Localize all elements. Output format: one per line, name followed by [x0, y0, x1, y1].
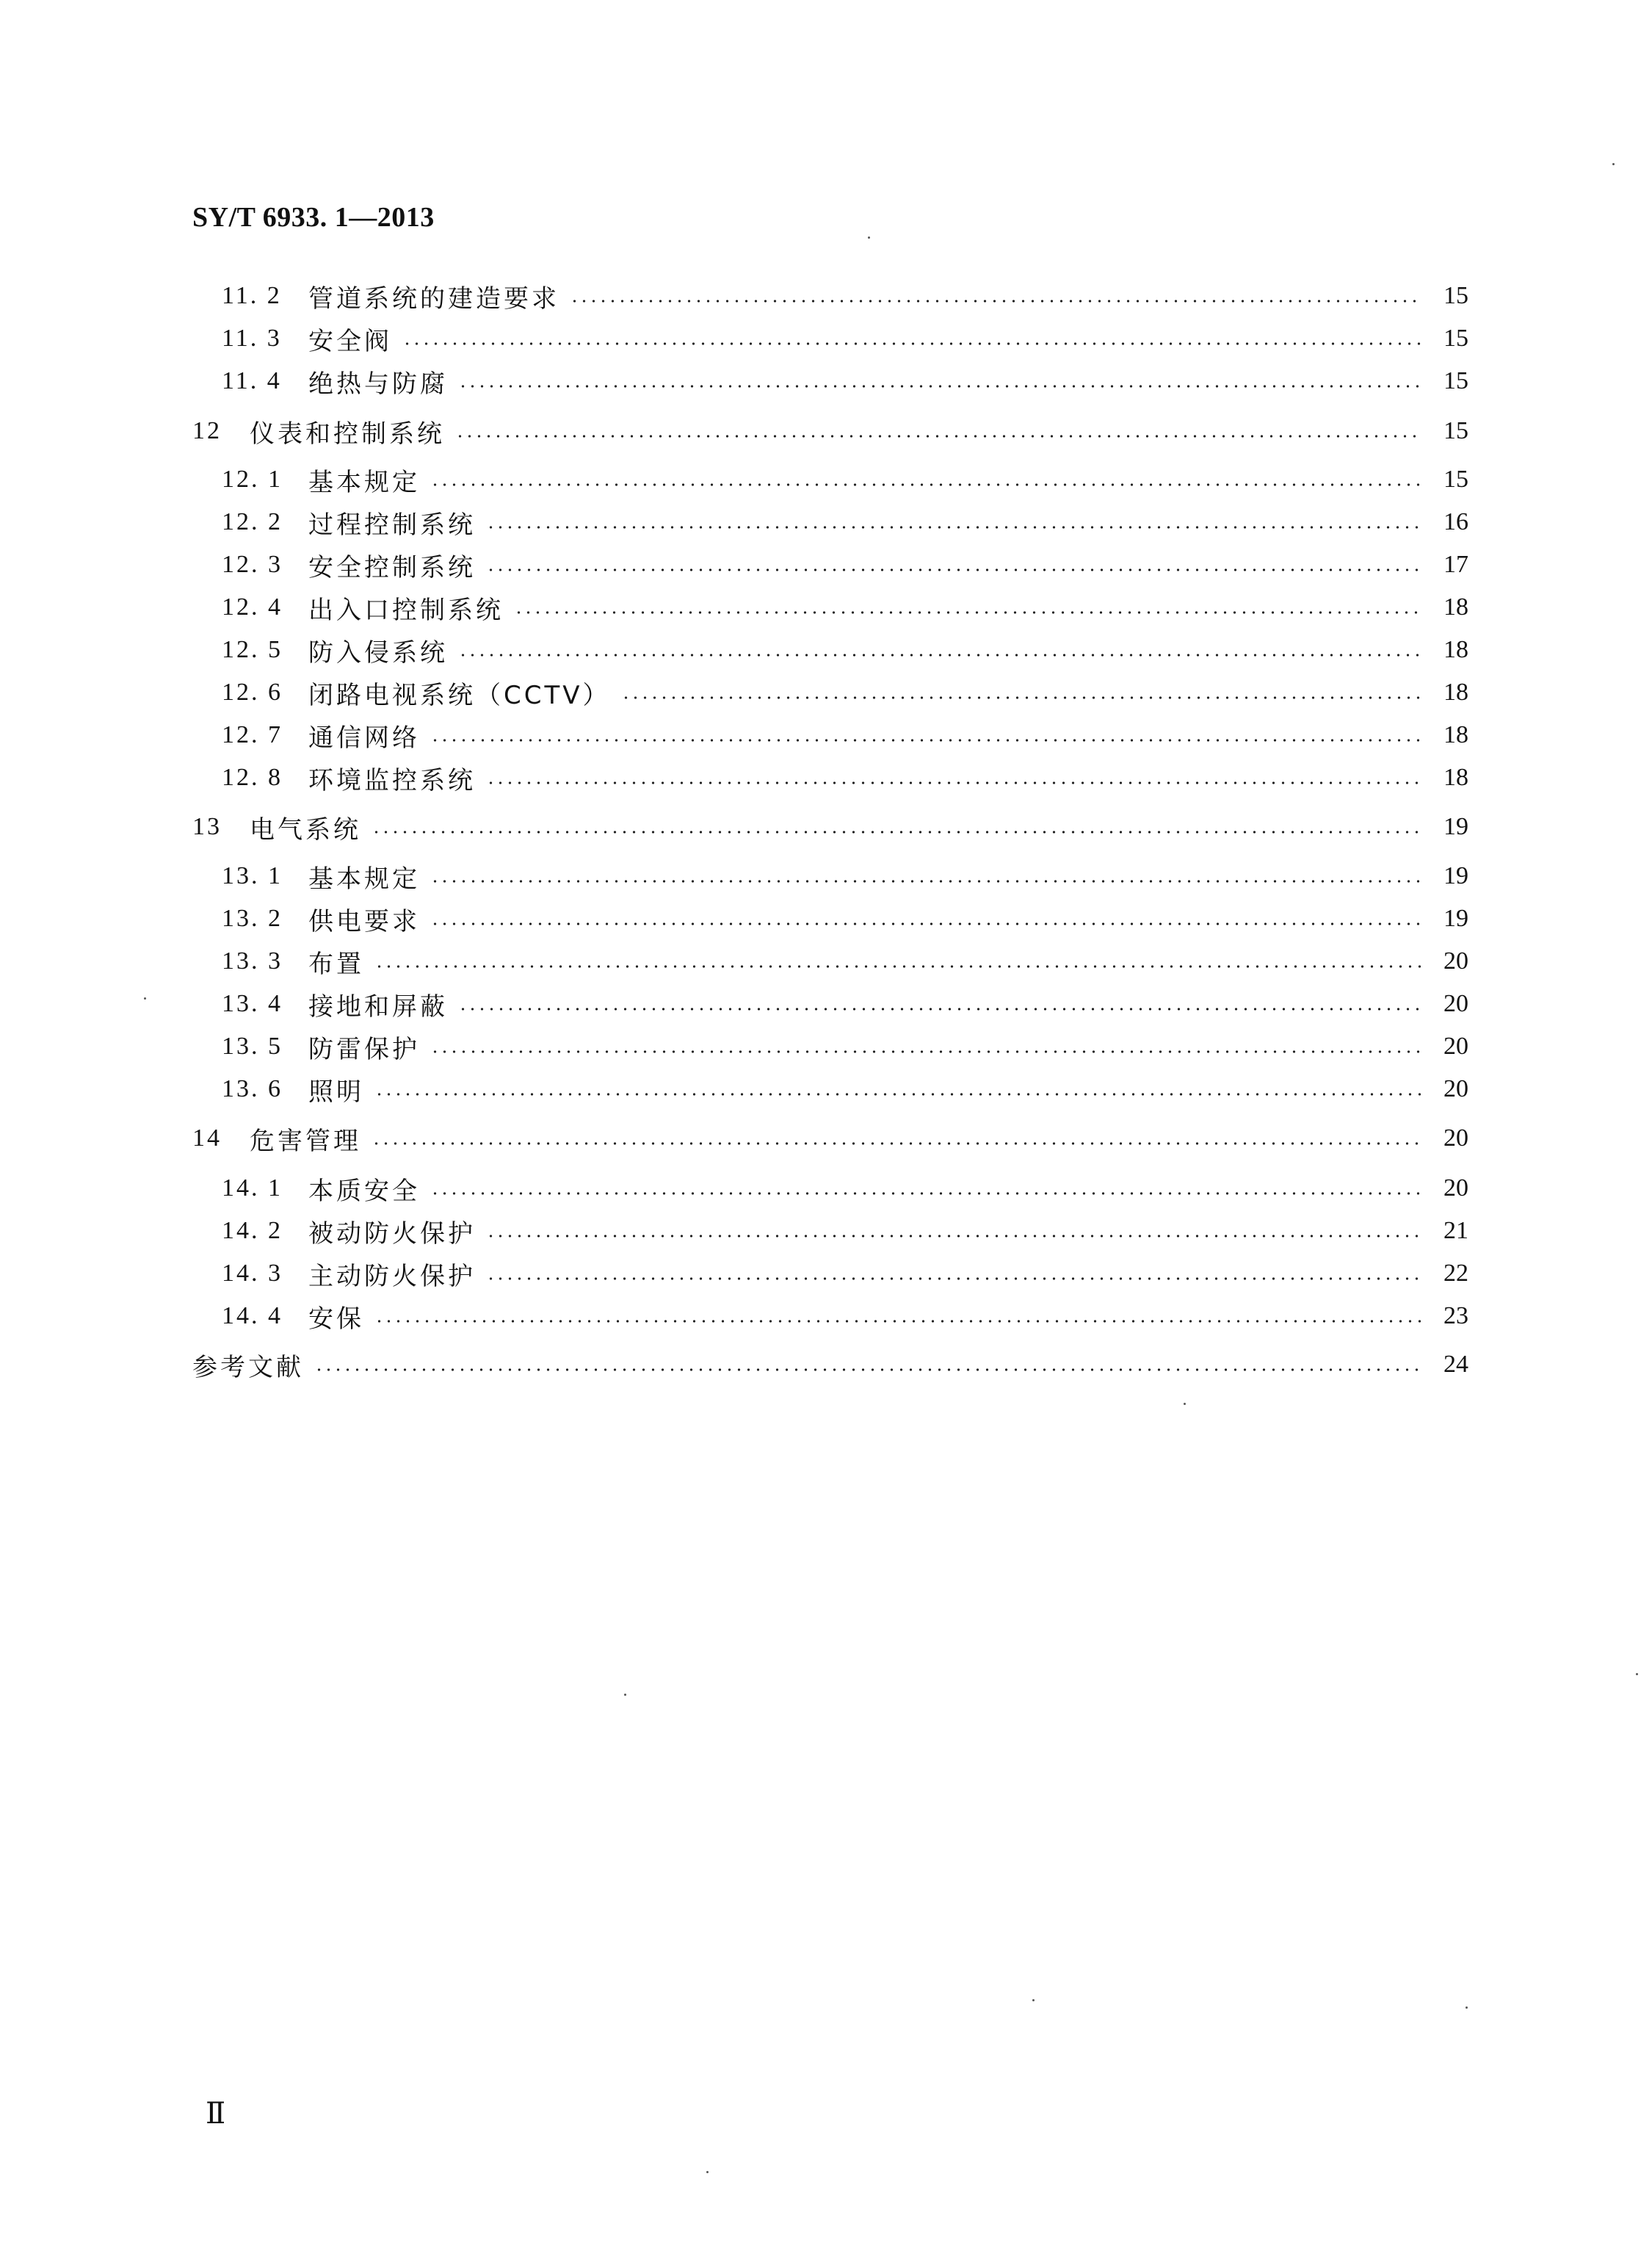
dot-leader	[430, 739, 1421, 742]
dot-leader	[374, 965, 1421, 968]
toc-entry[interactable]	[0, 412, 1652, 450]
toc-entry[interactable]	[0, 1027, 1652, 1066]
toc-entry[interactable]	[0, 631, 1652, 669]
toc-entry[interactable]	[0, 319, 1652, 358]
dot-leader	[570, 300, 1421, 303]
toc-entry[interactable]	[0, 1345, 1652, 1384]
dot-leader	[486, 568, 1421, 571]
toc-entry-page: 18	[1443, 636, 1468, 663]
toc-entry-number: 12. 6	[222, 679, 283, 706]
toc-entry-title: 本质安全	[308, 1176, 420, 1206]
standard-code-header: SY/T 6933. 1—2013	[192, 202, 435, 233]
dot-leader	[430, 922, 1421, 925]
dot-leader	[458, 385, 1421, 388]
toc-entry-page: 15	[1443, 466, 1468, 493]
toc-entry[interactable]	[0, 759, 1652, 797]
toc-entry[interactable]	[0, 1297, 1652, 1335]
toc-entry[interactable]	[0, 673, 1652, 712]
toc-entry-content	[222, 588, 1468, 626]
toc-entry-title: 被动防火保护	[308, 1218, 476, 1249]
toc-entry-page: 23	[1443, 1302, 1468, 1329]
dot-leader	[374, 1320, 1421, 1323]
toc-entry-content	[222, 1212, 1468, 1250]
toc-entry[interactable]	[0, 1070, 1652, 1108]
toc-entry-content	[222, 1070, 1468, 1108]
toc-entry-content	[222, 1297, 1468, 1335]
toc-entry-number: 13. 6	[222, 1075, 283, 1102]
toc-entry-page: 24	[1443, 1351, 1468, 1378]
toc-entry-content	[222, 1254, 1468, 1293]
toc-entry-title: 基本规定	[308, 467, 420, 497]
toc-entry-number: 11. 2	[222, 282, 282, 309]
toc-entry-number: 12. 7	[222, 721, 283, 748]
toc-entry-title: 出入口控制系统	[308, 595, 504, 625]
scan-speck	[144, 997, 146, 1000]
toc-entry-page: 15	[1443, 417, 1468, 444]
scan-speck	[1612, 163, 1615, 165]
toc-entry-title: 安保	[308, 1304, 364, 1334]
toc-entry-number: 12. 2	[222, 508, 283, 535]
toc-entry-page: 20	[1443, 947, 1468, 975]
dot-leader	[514, 611, 1421, 614]
toc-entry-page: 20	[1443, 1124, 1468, 1152]
toc-entry-number: 12	[192, 417, 222, 444]
page-number: Ⅱ	[206, 2097, 226, 2130]
toc-entry-number: 14	[192, 1124, 222, 1152]
toc-entry-number: 11. 3	[222, 325, 282, 352]
toc-entry-title: 安全阀	[308, 326, 392, 356]
toc-entry-content	[222, 900, 1468, 938]
toc-entry-content	[222, 503, 1468, 541]
toc-entry-content	[192, 808, 1468, 846]
dot-leader	[621, 696, 1421, 699]
dot-leader	[430, 1050, 1421, 1053]
dot-leader	[486, 526, 1421, 529]
toc-entry-number: 13. 4	[222, 990, 283, 1017]
scan-speck	[1466, 2006, 1468, 2009]
toc-entry-content	[222, 759, 1468, 797]
toc-entry-title: 闭路电视系统（CCTV）	[308, 680, 611, 710]
toc-entry-number: 11. 4	[222, 367, 282, 394]
toc-entry-title: 防入侵系统	[308, 637, 448, 668]
toc-entry-page: 22	[1443, 1260, 1468, 1287]
toc-entry-title: 管道系统的建造要求	[308, 283, 559, 314]
scan-speck	[1184, 1403, 1186, 1405]
dot-leader	[486, 1235, 1421, 1238]
toc-entry-content	[222, 985, 1468, 1023]
toc-entry[interactable]	[0, 1169, 1652, 1207]
toc-entry-title: 主动防火保护	[308, 1261, 476, 1291]
toc-entry[interactable]	[0, 546, 1652, 584]
toc-entry-number: 13. 3	[222, 947, 283, 975]
toc-entry-page: 19	[1443, 905, 1468, 932]
toc-entry[interactable]	[0, 900, 1652, 938]
toc-entry-content	[222, 277, 1468, 315]
dot-leader	[486, 781, 1421, 784]
toc-entry-content	[222, 716, 1468, 754]
scan-speck	[706, 2171, 709, 2173]
toc-entry-title: 危害管理	[250, 1126, 361, 1156]
toc-entry-number: 13	[192, 813, 222, 840]
toc-entry-content	[222, 362, 1468, 400]
dot-leader	[430, 1192, 1421, 1195]
toc-entry-page: 20	[1443, 1174, 1468, 1202]
toc-entry[interactable]	[0, 1212, 1652, 1250]
toc-entry-page: 19	[1443, 813, 1468, 840]
dot-leader	[314, 1368, 1421, 1371]
toc-entry-number: 14. 2	[222, 1217, 283, 1244]
toc-entry-content	[222, 546, 1468, 584]
toc-entry-content	[222, 1027, 1468, 1066]
toc-entry-number: 12. 4	[222, 593, 283, 621]
toc-entry-number: 14. 3	[222, 1260, 283, 1287]
dot-leader	[430, 880, 1421, 883]
toc-entry[interactable]	[0, 942, 1652, 980]
toc-entry-page: 21	[1443, 1217, 1468, 1244]
toc-entry-content	[222, 631, 1468, 669]
toc-entry[interactable]	[0, 1254, 1652, 1293]
toc-entry-page: 16	[1443, 508, 1468, 535]
toc-entry-number: 12. 8	[222, 764, 283, 791]
toc-entry[interactable]	[0, 808, 1652, 846]
toc-entry-title: 绝热与防腐	[308, 369, 448, 399]
dot-leader	[402, 342, 1421, 345]
toc-entry-title: 环境监控系统	[308, 765, 476, 795]
toc-entry-page: 17	[1443, 551, 1468, 578]
toc-entry-number: 13. 5	[222, 1033, 283, 1060]
toc-entry-number: 12. 5	[222, 636, 283, 663]
toc-entry-title: 接地和屏蔽	[308, 991, 448, 1022]
toc-entry-page: 19	[1443, 862, 1468, 889]
toc-entry-content	[222, 942, 1468, 980]
toc-entry[interactable]	[0, 503, 1652, 541]
toc-entry-title: 过程控制系统	[308, 510, 476, 540]
toc-entry-page: 15	[1443, 325, 1468, 352]
toc-entry-content	[222, 460, 1468, 499]
toc-entry-number: 12. 3	[222, 551, 283, 578]
dot-leader	[486, 1277, 1421, 1280]
dot-leader	[372, 1142, 1421, 1145]
toc-entry-content	[222, 673, 1468, 712]
toc-entry[interactable]	[0, 857, 1652, 895]
dot-leader	[458, 654, 1421, 657]
toc-entry-title: 基本规定	[308, 864, 420, 894]
toc-entry-title: 防雷保护	[308, 1034, 420, 1064]
toc-entry-page: 18	[1443, 593, 1468, 621]
toc-entry-content	[192, 1345, 1468, 1384]
toc-entry-title: 通信网络	[308, 723, 420, 753]
toc-entry[interactable]	[0, 588, 1652, 626]
toc-entry-number: 14. 4	[222, 1302, 283, 1329]
toc-entry-page: 15	[1443, 282, 1468, 309]
toc-entry-title: 电气系统	[250, 814, 361, 845]
toc-entry-content	[192, 412, 1468, 450]
toc-entry-title: 照明	[308, 1077, 364, 1107]
toc-entry[interactable]	[0, 277, 1652, 315]
toc-entry-title: 安全控制系统	[308, 552, 476, 582]
toc-entry-number: 13. 1	[222, 862, 283, 889]
toc-entry-content	[222, 857, 1468, 895]
toc-entry-page: 20	[1443, 990, 1468, 1017]
toc-entry[interactable]	[0, 362, 1652, 400]
scan-speck	[1032, 1999, 1035, 2001]
toc-entry-page: 15	[1443, 367, 1468, 394]
toc-entry[interactable]	[0, 716, 1652, 754]
toc-entry-content	[192, 1119, 1468, 1157]
toc-entry-title: 参考文献	[192, 1352, 304, 1382]
toc-entry-number: 13. 2	[222, 905, 283, 932]
dot-leader	[374, 1093, 1421, 1096]
toc-entry-number: 12. 1	[222, 466, 283, 493]
dot-leader	[455, 435, 1421, 438]
toc-entry[interactable]	[0, 985, 1652, 1023]
toc-entry[interactable]	[0, 1119, 1652, 1157]
toc-entry-title: 供电要求	[308, 906, 420, 936]
toc-entry-page: 18	[1443, 679, 1468, 706]
toc-entry-page: 18	[1443, 721, 1468, 748]
scan-speck	[868, 236, 870, 239]
toc-entry-content	[222, 1169, 1468, 1207]
scan-speck	[624, 1694, 626, 1696]
dot-leader	[372, 831, 1421, 834]
scan-speck	[1636, 1673, 1638, 1675]
toc-entry-page: 20	[1443, 1075, 1468, 1102]
dot-leader	[458, 1008, 1421, 1011]
toc-entry-page: 20	[1443, 1033, 1468, 1060]
dot-leader	[430, 483, 1421, 486]
toc-entry-content	[222, 319, 1468, 358]
toc-entry-title: 布置	[308, 949, 364, 979]
toc-entry[interactable]	[0, 460, 1652, 499]
toc-entry-number: 14. 1	[222, 1174, 283, 1202]
toc-entry-title: 仪表和控制系统	[250, 419, 445, 449]
toc-entry-page: 18	[1443, 764, 1468, 791]
